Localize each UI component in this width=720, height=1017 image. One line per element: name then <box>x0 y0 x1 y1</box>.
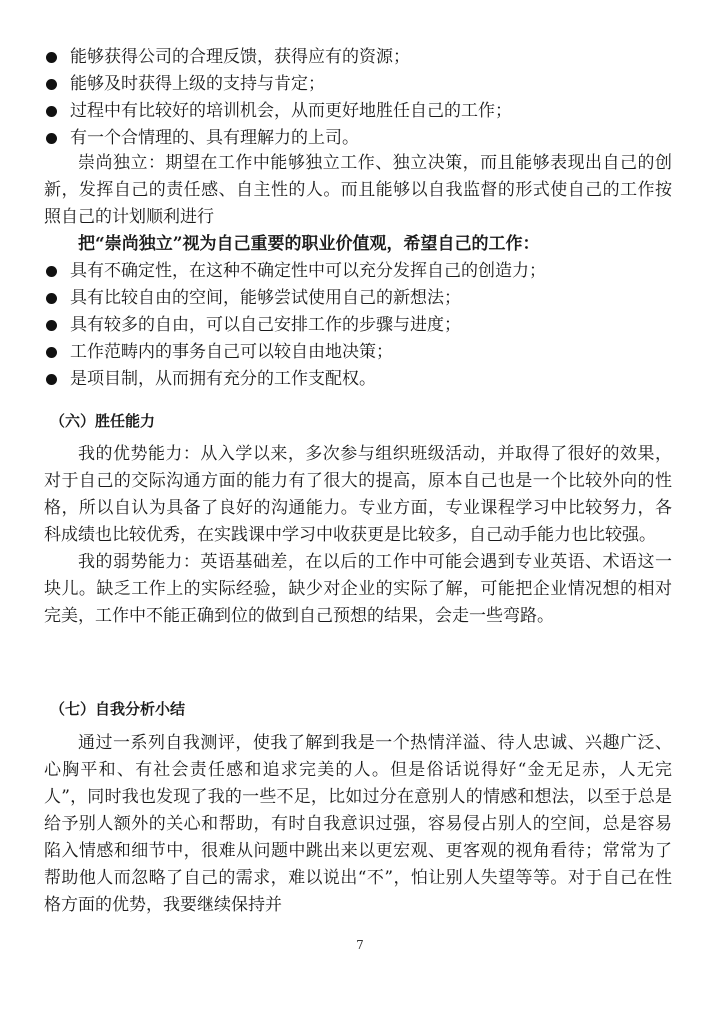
bullet-dot-icon <box>46 266 57 277</box>
list-item: 是项目制，从而拥有充分的工作支配权。 <box>46 366 666 393</box>
section-6-title: （六）胜任能力 <box>50 412 156 430</box>
strengths-paragraph: 我的优势能力：从入学以来，多次参与组织班级活动，并取得了很好的效果，对于自己的交际沟通方面的能力有了很大的提高，原本自己也是一个比较外向的性格，所以自认为具备了良好的沟通能力。专业方面，专业课程学习中比较努力，各科成绩也比较优秀，在实践课中学习中收获更是比较多，自己动手能力也比较强。 <box>44 444 672 545</box>
bullet-dot-icon <box>46 52 57 63</box>
bullet-dot-icon <box>46 106 57 117</box>
summary-paragraph: 通过一系列自我测评，使我了解到我是一个热情洋溢、待人忠诚、兴趣广泛、心胸平和、有社会责任感和追求完美的人。但是俗话说得好“金无足赤，人无完人”，同时我也发现了我的一些不足，比如过分在意别人的情感和想法，以至于总是给予别人额外的关心和帮助，有时自我意识过强，容易侵占别人的空间，总是容易陷入情感和细节中，很难从问题中跳出来以更宏观、更客观的视角看待；常常为了帮助他人而忽略了自己的需求，难以说出“不”，怕让别人失望等等。对于自己在性格方面的优势，我要继续保持并 <box>44 733 672 915</box>
list-item: 具有较多的自由，可以自己安排工作的步骤与进度； <box>46 312 666 339</box>
independence-heading: 把“崇尚独立”视为自己重要的职业价值观，希望自己的工作： <box>78 234 540 254</box>
list-item: 有一个合情理的、具有理解力的上司。 <box>46 125 666 152</box>
list-item: 具有不确定性，在这种不确定性中可以充分发挥自己的创造力； <box>46 258 666 285</box>
list-item: 能够获得公司的合理反馈，获得应有的资源； <box>46 44 666 71</box>
list-item: 能够及时获得上级的支持与肯定； <box>46 71 666 98</box>
weaknesses-paragraph: 我的弱势能力：英语基础差，在以后的工作中可能会遇到专业英语、术语这一块儿。缺乏工作上的实际经验，缺少对企业的实际了解，可能把企业情况想的相对完美，工作中不能正确到位的做到自己预想的结果，会走一些弯路。 <box>44 552 672 626</box>
bullet-dot-icon <box>46 293 57 304</box>
list-item: 过程中有比较好的培训机会，从而更好地胜任自己的工作； <box>46 98 666 125</box>
independence-paragraph: 崇尚独立：期望在工作中能够独立工作、独立决策，而且能够表现出自己的创新，发挥自己的责任感、自主性的人。而且能够以自我监督的形式使自己的工作按照自己的计划顺利进行 <box>44 153 672 227</box>
list-item: 工作范畴内的事务自己可以较自由地决策； <box>46 339 666 366</box>
bullet-dot-icon <box>46 347 57 358</box>
bullet-dot-icon <box>46 374 57 385</box>
bullet-dot-icon <box>46 79 57 90</box>
independence-bullet-list <box>46 258 666 393</box>
list-item: 具有比较自由的空间，能够尝试使用自己的新想法； <box>46 285 666 312</box>
page-number: 7 <box>356 938 364 952</box>
top-bullet-list <box>46 44 666 152</box>
bullet-dot-icon <box>46 320 57 331</box>
section-7-title: （七）自我分析小结 <box>50 700 186 718</box>
bullet-dot-icon <box>46 133 57 144</box>
